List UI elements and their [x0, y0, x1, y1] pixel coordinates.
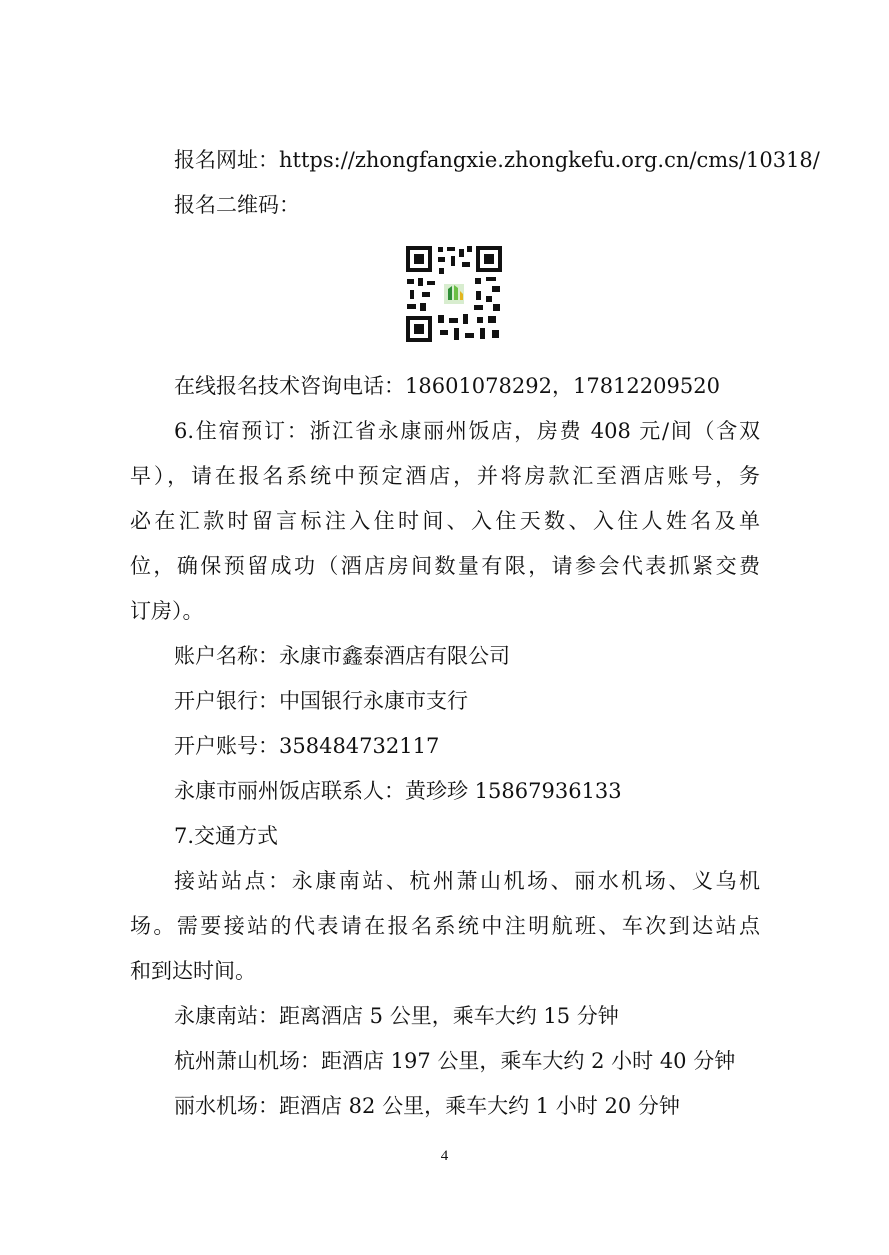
- accommodation-line-2: 早），请在报名系统中预定酒店，并将房款汇至酒店账号，务: [130, 464, 760, 488]
- distance-yongkang-south: 永康南站：距离酒店 5 公里，乘车大约 15 分钟: [174, 1004, 619, 1028]
- pickup-line-3: 和到达时间。: [130, 959, 256, 983]
- accommodation-line-3: 必在汇款时留言标注入住时间、入住天数、入住人姓名及单: [130, 509, 760, 533]
- distance-hangzhou-xiaoshan: 杭州萧山机场：距酒店 197 公里，乘车大约 2 小时 40 分钟: [174, 1049, 736, 1073]
- tech-support-phone: 在线报名技术咨询电话：18601078292，17812209520: [174, 374, 720, 398]
- account-name: 账户名称：永康市鑫泰酒店有限公司: [174, 644, 510, 668]
- account-number: 开户账号：358484732117: [174, 734, 440, 758]
- qr-code-icon: [404, 244, 504, 344]
- hotel-contact: 永康市丽州饭店联系人：黄珍珍 15867936133: [174, 779, 622, 803]
- qr-code-label: 报名二维码：: [174, 193, 300, 217]
- registration-url-label: 报名网址：: [174, 148, 279, 172]
- registration-url-line: [174, 138, 820, 182]
- pickup-line-1: 接站站点：永康南站、杭州萧山机场、丽水机场、义乌机: [174, 869, 760, 893]
- accommodation-line-1: 6.住宿预订：浙江省永康丽州饭店，房费 408 元/间（含双: [174, 419, 760, 443]
- accommodation-line-5: 订房）。: [130, 599, 204, 623]
- transport-heading: 7.交通方式: [174, 824, 279, 848]
- accommodation-line-4: 位，确保预留成功（酒店房间数量有限，请参会代表抓紧交费: [130, 554, 760, 578]
- pickup-line-2: 场。需要接站的代表请在报名系统中注明航班、车次到达站点: [130, 914, 760, 938]
- bank-name: 开户银行：中国银行永康市支行: [174, 689, 468, 713]
- registration-url-link[interactable]: https://zhongfangxie.zhongkefu.org.cn/cms/10318/: [279, 148, 820, 172]
- distance-lishui-airport: 丽水机场：距酒店 82 公里，乘车大约 1 小时 20 分钟: [174, 1094, 680, 1118]
- page-number: 4: [440, 1148, 449, 1164]
